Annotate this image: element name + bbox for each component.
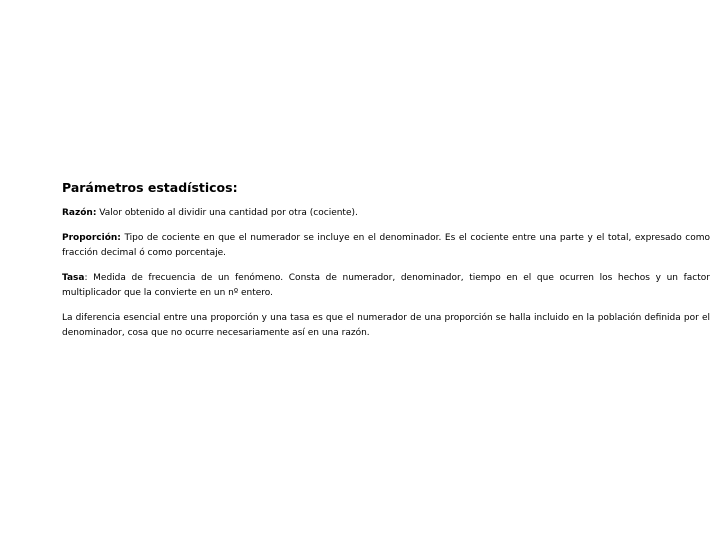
term-razon: Razón: xyxy=(62,208,97,218)
text-block xyxy=(62,180,710,351)
definition-text-razon: Valor obtenido al dividir una cantidad por otra (cociente). xyxy=(96,208,358,218)
definition-tasa xyxy=(62,271,710,301)
definition-proporcion xyxy=(62,231,710,261)
section-heading: Parámetros estadísticos: xyxy=(62,180,238,195)
definition-razon xyxy=(62,206,710,221)
term-proporcion: Proporción: xyxy=(62,233,121,243)
definition-text-tasa: : Medida de frecuencia de un fenómeno. Consta de numerador, denominador, tiempo en el que ocurren los hechos y un factor multiplicador que la convierte en un nº entero. xyxy=(62,273,710,298)
definition-text-proporcion: Tipo de cociente en que el numerador se incluye en el denominador. Es el cociente entre una parte y el total, expresado como fracción decimal ó como porcentaje. xyxy=(62,233,710,258)
term-tasa: Tasa xyxy=(62,273,85,283)
closing-paragraph: La diferencia esencial entre una proporción y una tasa es que el numerador de una proporción se halla incluido en la población definida por el denominador, cosa que no ocurre necesariamente así en una razón. xyxy=(62,313,710,338)
